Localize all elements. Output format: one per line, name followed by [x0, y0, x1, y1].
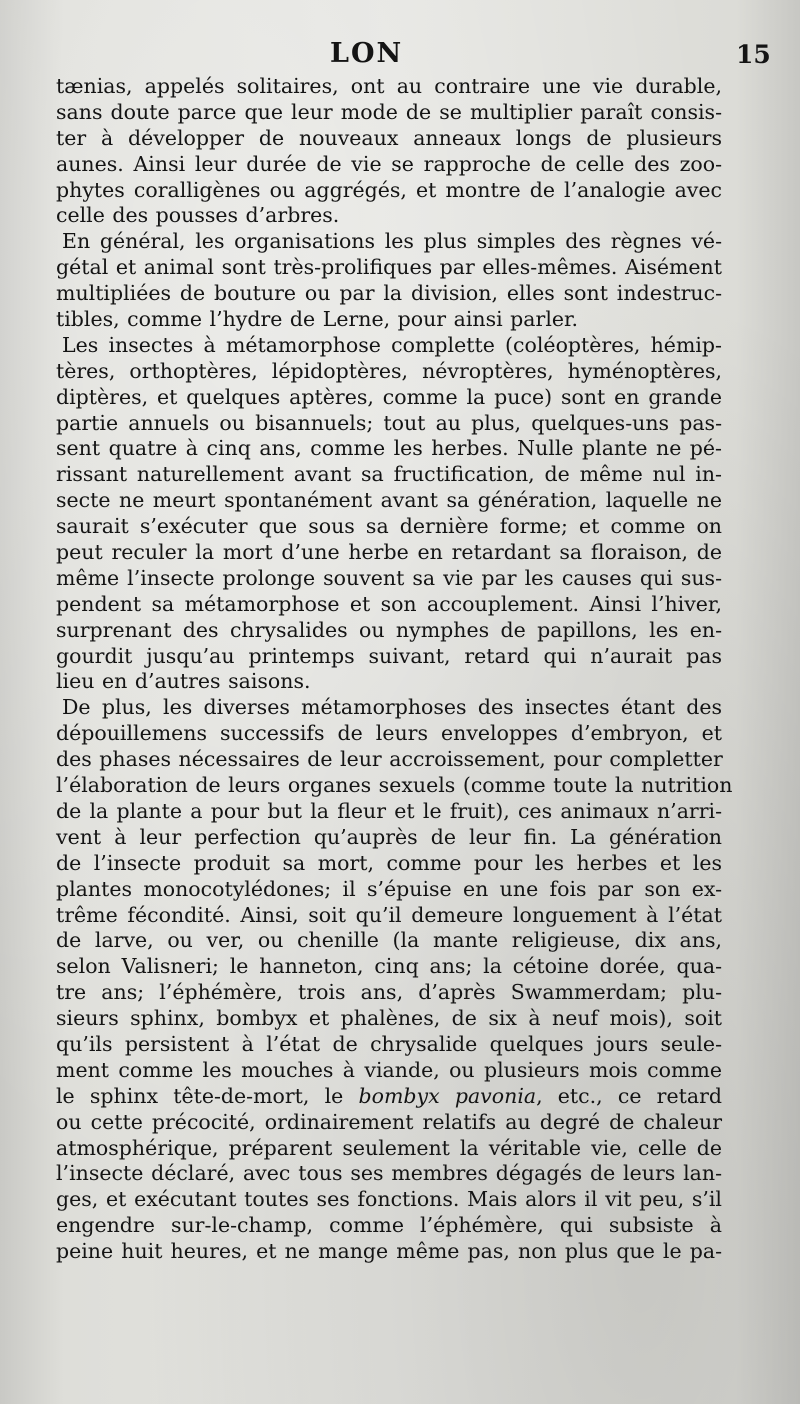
text-line: engendre sur-le-champ, comme l’éphémère, qui subsiste à: [56, 1213, 722, 1238]
text-line: selon Valisneri; le hanneton, cinq ans; la cétoine dorée, qua-: [56, 954, 722, 979]
text-line: tères, orthoptères, lépidoptères, névroptères, hyménoptères,: [56, 358, 722, 383]
text-line: sent quatre à cinq ans, comme les herbes. Nulle plante ne pé-: [56, 436, 722, 461]
text-line: En général, les organisations les plus simples des règnes vé-: [62, 229, 722, 254]
page-number: 15: [736, 40, 771, 69]
text-line: partie annuels ou bisannuels; tout au plus, quelques-uns pas-: [56, 410, 722, 435]
body-text: [56, 74, 733, 1265]
text-line: sans doute parce que leur mode de se multiplier paraît consis-: [56, 99, 722, 124]
text-line: pendent sa métamorphose et son accouplement. Ainsi l’hiver,: [56, 591, 722, 616]
text-line: trême fécondité. Ainsi, soit qu’il demeure longuement à l’état: [56, 902, 722, 927]
text-line: secte ne meurt spontanément avant sa génération, laquelle ne: [56, 488, 722, 513]
text-line: dépouillemens successifs de leurs enveloppes d’embryon, et: [56, 721, 722, 746]
text-line: plantes monocotylédones; il s’épuise en une fois par son ex-: [56, 876, 722, 901]
text-line: aunes. Ainsi leur durée de vie se rapproche de celle des zoo-: [56, 151, 722, 176]
text-line: sieurs sphinx, bombyx et phalènes, de six à neuf mois), soit: [56, 1006, 722, 1031]
text-line: ges, et exécutant toutes ses fonctions. Mais alors il vit peu, s’il: [56, 1187, 722, 1212]
text-line: lieu en d’autres saisons.: [56, 669, 311, 694]
text-line: saurait s’exécuter que sous sa dernière forme; et comme on: [56, 514, 722, 539]
text-line: qu’ils persistent à l’état de chrysalide quelques jours seule-: [56, 1031, 722, 1056]
text-line: l’élaboration de leurs organes sexuels (comme toute la nutrition: [56, 773, 733, 798]
text-line: ment comme les mouches à viande, ou plusieurs mois comme: [56, 1057, 722, 1082]
text-line: peut reculer la mort d’une herbe en retardant sa floraison, de: [56, 540, 722, 565]
text-line: diptères, et quelques aptères, comme la puce) sont en grande: [56, 384, 722, 409]
text-line: le sphinx tête-de-mort, le bombyx pavonia, etc., ce retard: [56, 1083, 722, 1108]
text-line: ou cette précocité, ordinairement relatifs au degré de chaleur: [56, 1109, 722, 1134]
running-head: [0, 38, 800, 78]
text-line: atmosphérique, préparent seulement la véritable vie, celle de: [56, 1135, 722, 1160]
text-line: même l’insecte prolonge souvent sa vie par les causes qui sus-: [56, 565, 722, 590]
text-line: tre ans; l’éphémère, trois ans, d’après Swammerdam; plu-: [56, 980, 722, 1005]
text-line: de la plante a pour but la fleur et le fruit), ces animaux n’arri-: [56, 798, 722, 823]
text-line: gétal et animal sont très-prolifiques par elles-mêmes. Aisément: [56, 255, 722, 280]
text-line: gourdit jusqu’au printemps suivant, retard qui n’aurait pas: [56, 643, 722, 668]
text-line: celle des pousses d’arbres.: [56, 203, 340, 228]
text-line: rissant naturellement avant sa fructification, de même nul in-: [56, 462, 722, 487]
text-line: tibles, comme l’hydre de Lerne, pour ainsi parler.: [56, 307, 579, 332]
text-line: de larve, ou ver, ou chenille (la mante religieuse, dix ans,: [56, 928, 722, 953]
text-line: vent à leur perfection qu’auprès de leur fin. La génération: [56, 824, 722, 849]
text-line: multipliées de bouture ou par la division, elles sont indestruc-: [56, 281, 722, 306]
text-line: l’insecte déclaré, avec tous ses membres dégagés de leurs lan-: [56, 1161, 722, 1186]
text-line: des phases nécessaires de leur accroissement, pour completter: [56, 747, 723, 772]
text-line: de l’insecte produit sa mort, comme pour les herbes et les: [56, 850, 722, 875]
text-line: tænias, appelés solitaires, ont au contraire une vie durable,: [56, 74, 722, 98]
text-line: surprenant des chrysalides ou nymphes de papillons, les en-: [56, 617, 722, 642]
text-line: De plus, les diverses métamorphoses des insectes étant des: [62, 695, 722, 720]
text-line: Les insectes à métamorphose complette (coléoptères, hémip-: [62, 332, 722, 357]
running-head-title: LON: [330, 38, 404, 69]
text-line: peine huit heures, et ne mange même pas, non plus que le pa-: [56, 1239, 722, 1264]
text-line: phytes coralligènes ou aggrégés, et montre de l’analogie avec: [56, 177, 722, 202]
species-name: bombyx pavonia: [358, 1083, 537, 1108]
text-line: ter à développer de nouveaux anneaux longs de plusieurs: [56, 125, 722, 150]
